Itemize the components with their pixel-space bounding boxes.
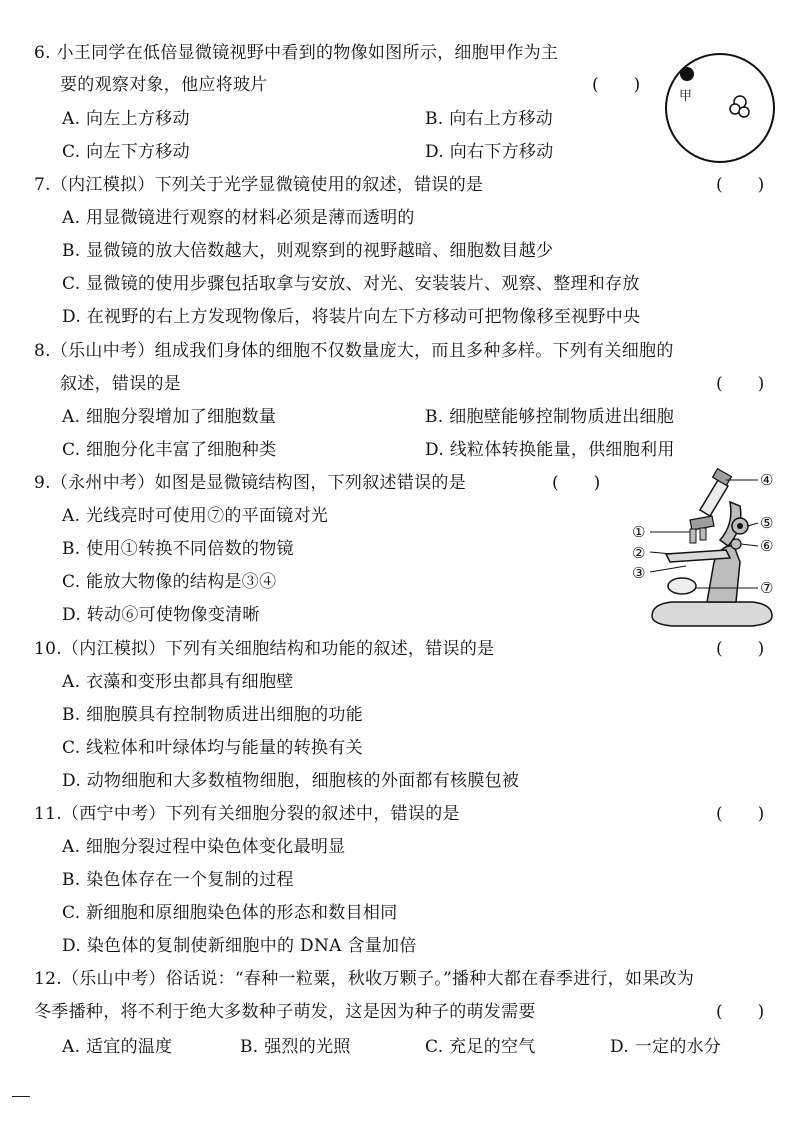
leader-line-6	[741, 544, 758, 546]
q10-option-a[interactable]: A. 衣藻和变形虫都具有细胞壁	[62, 672, 294, 692]
q9-answer-blank[interactable]: ( )	[552, 473, 610, 493]
q8-option-a[interactable]: A. 细胞分裂增加了细胞数量	[62, 407, 277, 427]
q12-stem-line1: 12.（乐山中考）俗话说：“春种一粒粟，秋收万颗子。”播种大都在春季进行，如果改为	[34, 969, 695, 989]
label-6: ⑥	[760, 537, 774, 555]
cell-jia-dot	[680, 67, 694, 81]
q7-option-d[interactable]: D. 在视野的右上方发现物像后，将装片向左下方移动可把物像移至视野中央	[62, 307, 641, 327]
label-4: ④	[760, 471, 774, 489]
label-7: ⑦	[760, 579, 774, 597]
q6-option-d[interactable]: D. 向右下方移动	[425, 142, 554, 162]
leader-line-5	[748, 523, 758, 526]
q8-stem-line2: 叙述，错误的是	[60, 374, 182, 394]
microscope-structure-figure	[622, 466, 782, 634]
leader-line-3	[650, 566, 686, 572]
q10-option-d[interactable]: D. 动物细胞和大多数植物细胞，细胞核的外面都有核膜包被	[62, 771, 520, 791]
q6-option-b[interactable]: B. 向右上方移动	[425, 109, 553, 129]
label-3: ③	[632, 564, 646, 582]
q12-option-c[interactable]: C. 充足的空气	[425, 1037, 536, 1057]
q6-answer-blank[interactable]: ( )	[592, 75, 650, 95]
objective-2	[700, 528, 706, 540]
q11-option-b[interactable]: B. 染色体存在一个复制的过程	[62, 870, 294, 890]
q12-answer-blank[interactable]: ( )	[716, 1002, 774, 1022]
q11-option-c[interactable]: C. 新细胞和原细胞染色体的形态和数目相同	[62, 903, 398, 923]
q9-option-d[interactable]: D. 转动⑥可使物像变清晰	[62, 605, 260, 625]
label-1: ①	[632, 523, 646, 541]
q6-option-c[interactable]: C. 向左下方移动	[62, 142, 190, 162]
label-5: ⑤	[760, 514, 774, 532]
q8-option-b[interactable]: B. 细胞壁能够控制物质进出细胞	[425, 407, 675, 427]
objective-1	[690, 529, 696, 543]
q7-option-c[interactable]: C. 显微镜的使用步骤包括取拿与安放、对光、安装装片、观察、整理和存放	[62, 274, 640, 294]
q12-option-b[interactable]: B. 强烈的光照	[240, 1037, 351, 1057]
eyepiece	[713, 469, 732, 486]
q8-stem-line1: 8.（乐山中考）组成我们身体的细胞不仅数量庞大，而且多种多样。下列有关细胞的	[34, 341, 674, 361]
q11-option-d[interactable]: D. 染色体的复制使新细胞中的 DNA 含量加倍	[62, 936, 417, 956]
q12-stem-line2: 冬季播种，将不利于绝大多数种子萌发，这是因为种子的萌发需要	[34, 1002, 536, 1022]
q9-stem: 9.（永州中考）如图是显微镜结构图，下列叙述错误的是	[34, 473, 467, 493]
q7-option-a[interactable]: A. 用显微镜进行观察的材料必须是薄而透明的	[62, 208, 415, 228]
microscope-base	[652, 602, 772, 626]
q11-stem: 11.（西宁中考）下列有关细胞分裂的叙述中，错误的是	[34, 804, 460, 824]
q6-stem-line2: 要的观察对象，他应将玻片	[60, 75, 268, 95]
q9-option-a[interactable]: A. 光线亮时可使用⑦的平面镜对光	[62, 506, 329, 526]
q6-option-a[interactable]: A. 向左上方移动	[62, 109, 190, 129]
leader-line-2	[650, 552, 672, 554]
q10-option-c[interactable]: C. 线粒体和叶绿体均与能量的转换有关	[62, 738, 363, 758]
q10-stem: 10.（内江模拟）下列有关细胞结构和功能的叙述，错误的是	[34, 639, 495, 659]
q11-answer-blank[interactable]: ( )	[716, 804, 774, 824]
q9-option-b[interactable]: B. 使用①转换不同倍数的物镜	[62, 539, 294, 559]
q10-option-b[interactable]: B. 细胞膜具有控制物质进出细胞的功能	[62, 705, 363, 725]
q10-answer-blank[interactable]: ( )	[716, 639, 774, 659]
small-cell-3	[739, 107, 749, 117]
lens-barrel	[700, 480, 728, 516]
q7-answer-blank[interactable]: ( )	[716, 175, 774, 195]
reflector-mirror	[668, 578, 696, 594]
q8-option-c[interactable]: C. 细胞分化丰富了细胞种类	[62, 440, 277, 460]
fine-focus-knob	[731, 539, 741, 549]
label-2: ②	[632, 544, 646, 562]
cell-jia-label: 甲	[679, 89, 693, 104]
q9-option-c[interactable]: C. 能放大物像的结构是③④	[62, 572, 277, 592]
q6-stem-line1: 6. 小王同学在低倍显微镜视野中看到的物像如图所示，细胞甲作为主	[34, 43, 559, 63]
page-footer-rule	[12, 1096, 30, 1097]
q11-option-a[interactable]: A. 细胞分裂过程中染色体变化最明显	[62, 837, 346, 857]
q7-option-b[interactable]: B. 显微镜的放大倍数越大，则观察到的视野越暗、细胞数目越少	[62, 241, 554, 261]
q12-option-a[interactable]: A. 适宜的温度	[62, 1037, 173, 1057]
microscope-field-of-view-figure	[662, 50, 780, 168]
q8-option-d[interactable]: D. 线粒体转换能量，供细胞利用	[425, 440, 675, 460]
q8-answer-blank[interactable]: ( )	[716, 374, 774, 394]
q12-option-d[interactable]: D. 一定的水分	[610, 1037, 722, 1057]
q7-stem: 7.（内江模拟）下列关于光学显微镜使用的叙述，错误的是	[34, 175, 484, 195]
